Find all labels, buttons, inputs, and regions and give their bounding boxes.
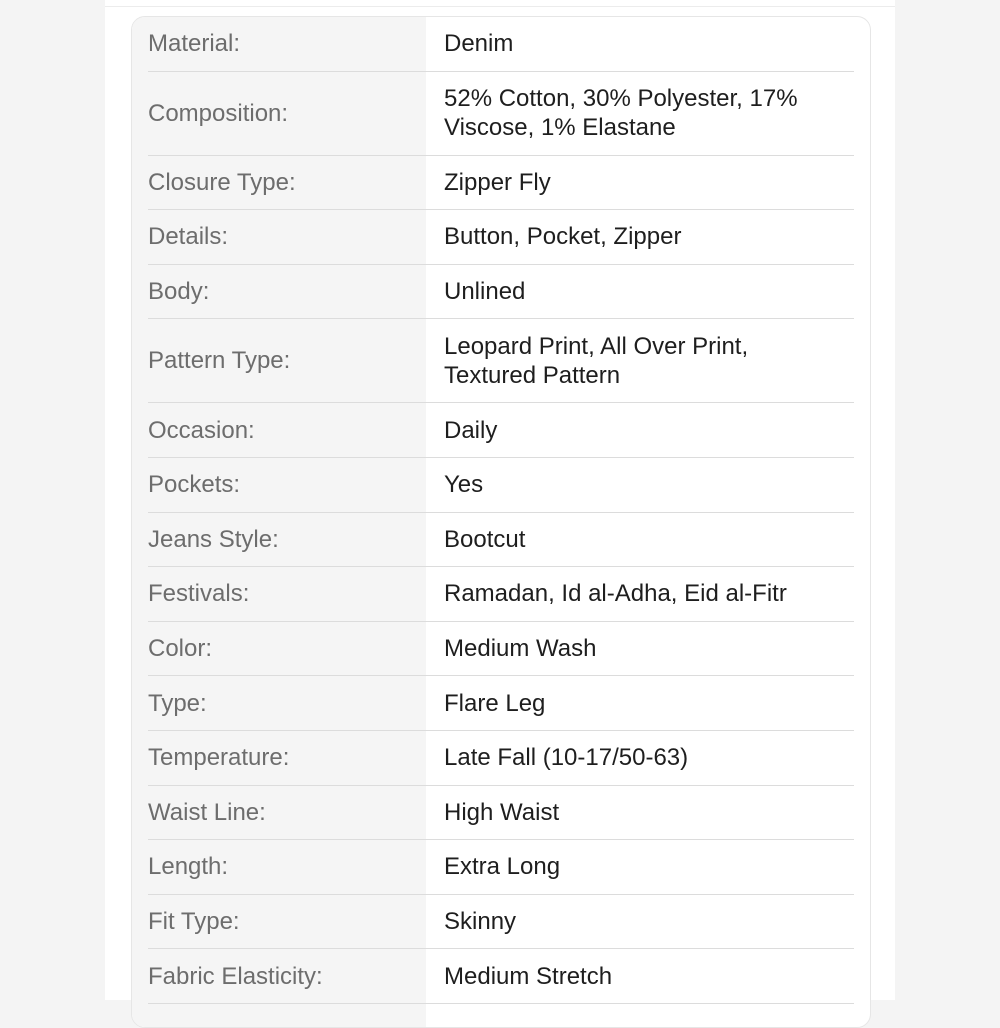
- spec-value: Extra Long: [444, 853, 561, 881]
- spec-value: Flare Leg: [444, 689, 546, 717]
- spec-row-composition: [148, 72, 854, 156]
- specifications-table: [148, 17, 854, 1004]
- spec-value: Yes: [444, 471, 484, 499]
- product-details-page: [105, 0, 895, 1000]
- top-divider: [105, 6, 895, 7]
- spec-row-type: [148, 676, 854, 731]
- spec-row-length: [148, 840, 854, 895]
- spec-row-pattern-type: [148, 319, 854, 403]
- spec-label: Type:: [148, 689, 207, 717]
- spec-row-color: [148, 622, 854, 677]
- spec-value: Ramadan, Id al-Adha, Eid al-Fitr: [444, 580, 787, 608]
- spec-row-material: [148, 17, 854, 72]
- spec-label: Waist Line:: [148, 798, 266, 826]
- spec-value: Daily: [444, 416, 498, 444]
- spec-value: Medium Stretch: [444, 962, 613, 990]
- spec-value: Medium Wash: [444, 635, 597, 663]
- spec-row-temperature: [148, 731, 854, 786]
- spec-row-festivals: [148, 567, 854, 622]
- spec-label: Details:: [148, 223, 229, 251]
- spec-row-waist-line: [148, 786, 854, 841]
- spec-value: High Waist: [444, 798, 560, 826]
- spec-value: Zipper Fly: [444, 168, 551, 196]
- spec-label: Length:: [148, 853, 229, 881]
- spec-label: Body:: [148, 278, 210, 306]
- spec-row-details: [148, 210, 854, 265]
- spec-row-pockets: [148, 458, 854, 513]
- spec-label: Pattern Type:: [148, 347, 291, 375]
- spec-label: Occasion:: [148, 416, 255, 444]
- spec-row-occasion: [148, 403, 854, 458]
- spec-label: Closure Type:: [148, 168, 296, 196]
- spec-label: Fit Type:: [148, 908, 240, 936]
- spec-label: Fabric Elasticity:: [148, 962, 323, 990]
- spec-value: Leopard Print, All Over Print, Textured Pattern: [444, 332, 749, 389]
- spec-value: 52% Cotton, 30% Polyester, 17% Viscose, 1% Elastane: [444, 85, 798, 142]
- spec-label: Composition:: [148, 99, 289, 127]
- spec-label: Temperature:: [148, 744, 290, 772]
- spec-row-body: [148, 265, 854, 320]
- spec-label: Material:: [148, 30, 241, 58]
- spec-row-jeans-style: [148, 513, 854, 568]
- spec-row-closure-type: [148, 156, 854, 211]
- spec-row-fabric-elasticity: [148, 949, 854, 1004]
- spec-row-fit-type: [148, 895, 854, 950]
- spec-value: Unlined: [444, 278, 526, 306]
- spec-value: Skinny: [444, 908, 517, 936]
- spec-label: Jeans Style:: [148, 525, 279, 553]
- specifications-card: [131, 16, 871, 1028]
- spec-value: Bootcut: [444, 525, 526, 553]
- spec-value: Button, Pocket, Zipper: [444, 223, 682, 251]
- spec-label: Color:: [148, 635, 213, 663]
- spec-label: Pockets:: [148, 471, 241, 499]
- spec-label: Festivals:: [148, 580, 250, 608]
- spec-value: Denim: [444, 30, 514, 58]
- spec-value: Late Fall (10-17/50-63): [444, 744, 689, 772]
